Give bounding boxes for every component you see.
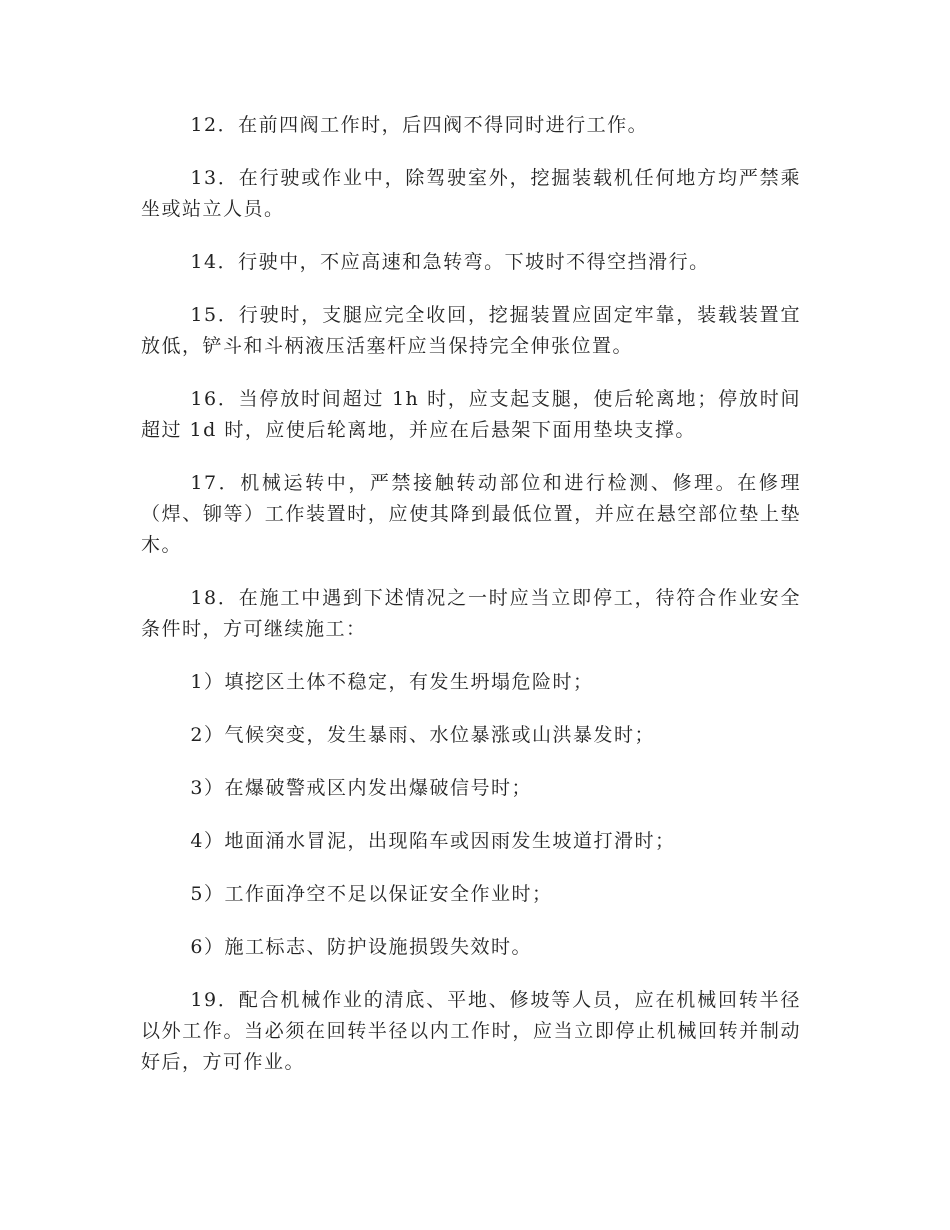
list-item-5: 5）工作面净空不足以保证安全作业时； xyxy=(190,883,553,905)
list-item-3: 3）在爆破警戒区内发出爆破信号时； xyxy=(190,777,532,799)
list-item-4: 4）地面涌水冒泥，出现陷车或因雨发生坡道打滑时； xyxy=(190,830,676,852)
paragraph-13: 13．在行驶或作业中，除驾驶室外，挖掘装载机任何地方均严禁乘坐或站立人员。 xyxy=(141,167,801,220)
paragraph-17: 17．机械运转中，严禁接触转动部位和进行检测、修理。在修理（焊、铆等）工作装置时，应使其降到最低位置，并应在悬空部位垫上垫木。 xyxy=(141,472,801,556)
list-item-2: 2）气候突变，发生暴雨、水位暴涨或山洪暴发时； xyxy=(190,724,655,746)
paragraph-15: 15．行驶时，支腿应完全收回，挖掘装置应固定牢靠，装载装置宜放低，铲斗和斗柄液压活塞杆应当保持完全伸张位置。 xyxy=(141,304,801,357)
paragraph-18: 18．在施工中遇到下述情况之一时应当立即停工，待符合作业安全条件时，方可继续施工： xyxy=(141,587,801,640)
document-body xyxy=(141,110,801,1100)
paragraph-14: 14．行驶中，不应高速和急转弯。下坡时不得空挡滑行。 xyxy=(190,251,710,273)
paragraph-16: 16．当停放时间超过 1h 时，应支起支腿，使后轮离地；停放时间超过 1d 时，应使后轮离地，并应在后悬架下面用垫块支撑。 xyxy=(141,388,801,441)
list-item-6: 6）施工标志、防护设施损毁失效时。 xyxy=(190,936,532,958)
paragraph-19: 19．配合机械作业的清底、平地、修坡等人员，应在机械回转半径以外工作。当必须在回转半径以内工作时，应当立即停止机械回转并制动好后，方可作业。 xyxy=(141,989,801,1073)
list-item-1: 1）填挖区土体不稳定，有发生坍塌危险时； xyxy=(190,671,594,693)
paragraph-12: 12．在前四阀工作时，后四阀不得同时进行工作。 xyxy=(190,114,649,136)
